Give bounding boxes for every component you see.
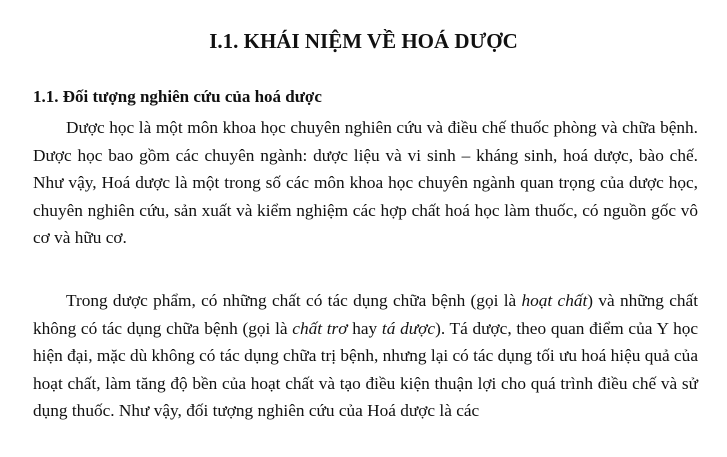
paragraph-2-text-3: hay	[347, 318, 382, 338]
term-chat-tro: chất trơ	[292, 318, 348, 338]
term-hoat-chat: hoạt chất	[521, 291, 588, 310]
paragraph-2-text-1: Trong dược phẩm, có những chất có tác dụng chữa bệnh (gọi là	[66, 291, 522, 310]
chapter-title: I.1. KHÁI NIỆM VỀ HOÁ DƯỢC	[209, 29, 518, 53]
term-ta-duoc: tá dược	[381, 318, 436, 338]
paragraph-2-text-2: ) và những chất không có tác dụng chữa bệnh (gọi là	[33, 291, 698, 338]
section-heading: 1.1. Đối tượng nghiên cứu của hoá dược	[33, 87, 322, 106]
paragraph-2-text-4: ). Tá dược, theo quan điểm của Y học hiện đại, mặc dù không có tác dụng chữa trị bệnh, nhưng lại có tác dụng tối ưu hoá hiệu quả của hoạt chất, làm tăng độ bền của hoạt chất và tạo điều kiện thuận lợi cho quá trình điều chế và sử dụng thuốc. Như vậy, đối tượng nghiên cứu của Hoá dược là các	[33, 318, 699, 420]
paragraph-2	[33, 287, 698, 425]
paragraph-1: Dược học là một môn khoa học chuyên nghiên cứu và điều chế thuốc phòng và chữa bệnh. Dược học bao gồm các chuyên ngành: dược liệu và vi sinh – kháng sinh, hoá dược, bào chế. Như vậy, Hoá dược là một trong số các môn khoa học chuyên ngành quan trọng của dược học, chuyên nghiên cứu, sản xuất và kiểm nghiệm các hợp chất hoá học làm thuốc, có nguồn gốc vô cơ và hữu cơ.	[33, 118, 698, 247]
